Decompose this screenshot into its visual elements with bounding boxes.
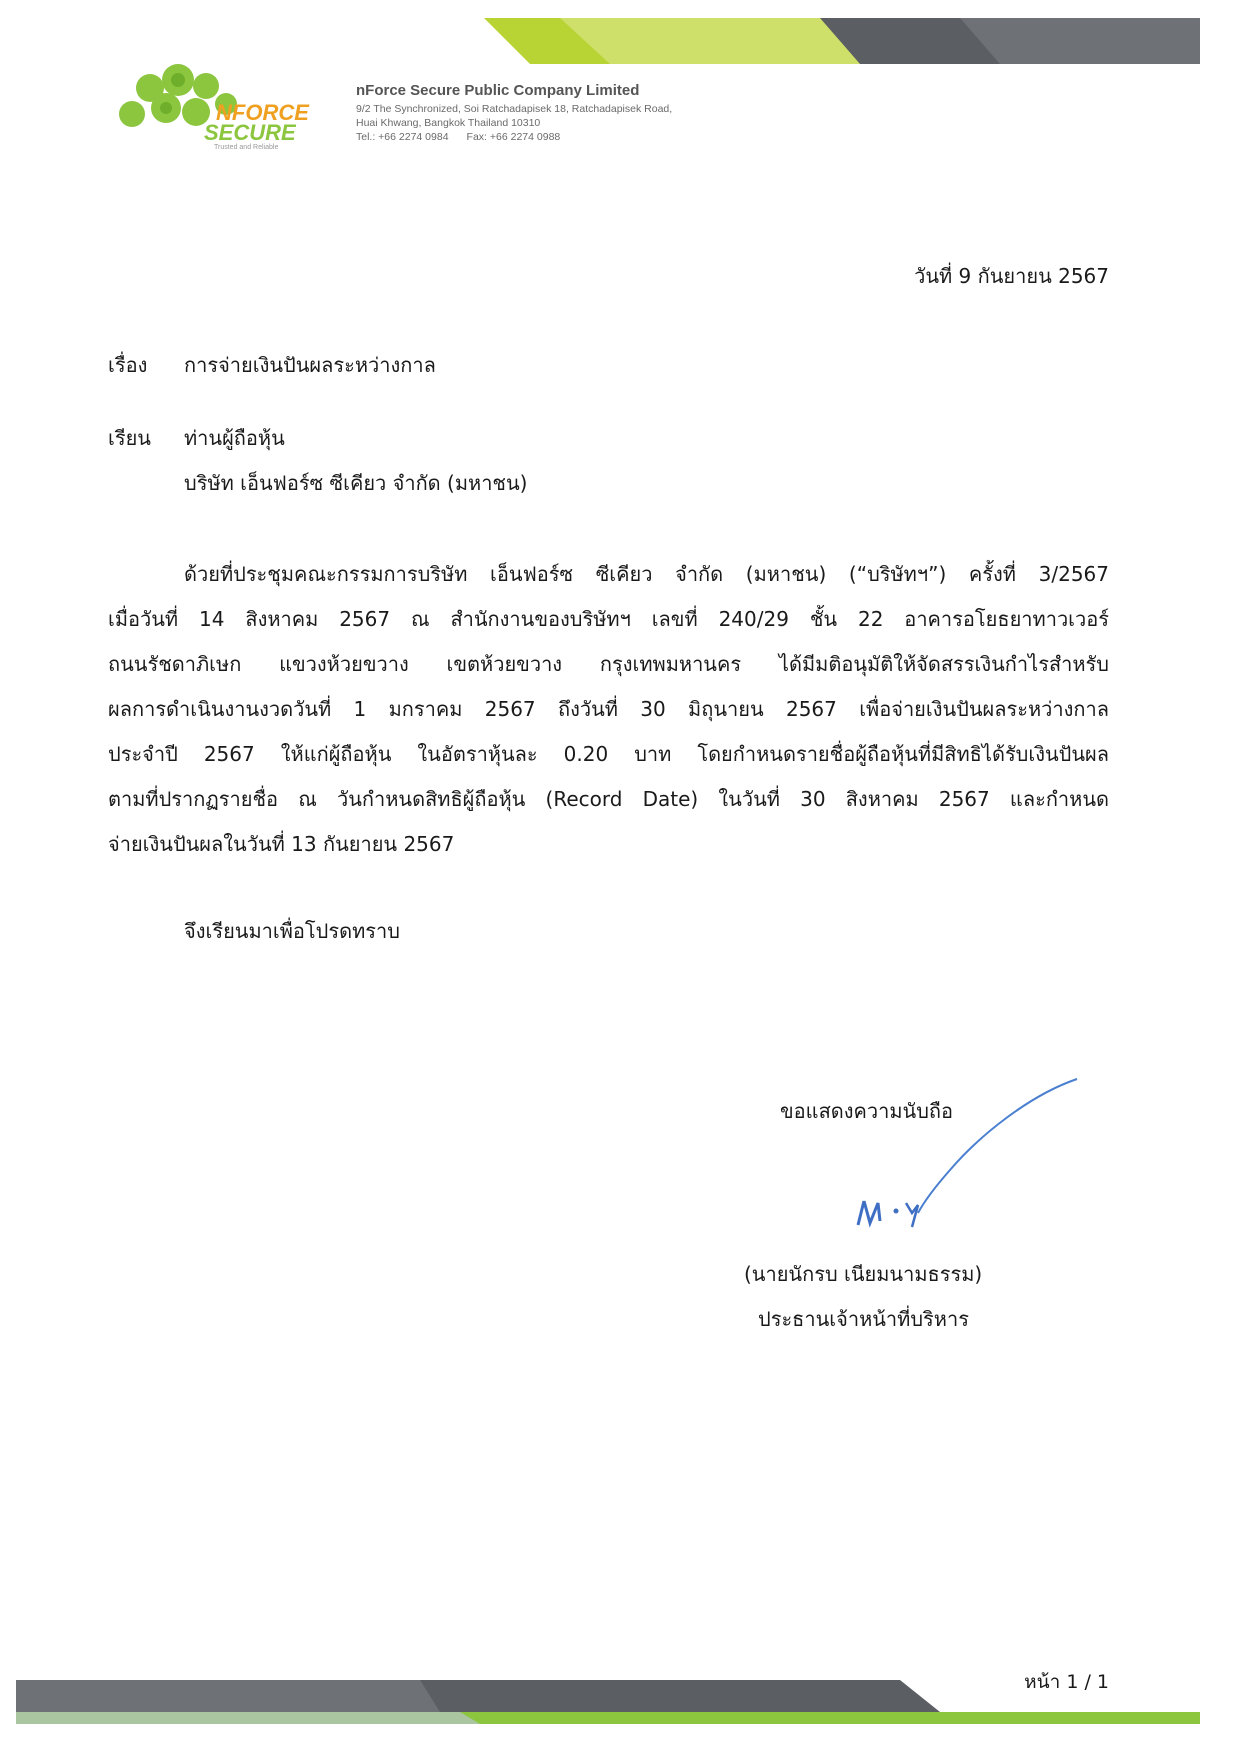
body-line: จ่ายเงินปันผลในวันที่ 13 กันยายน 2567 [108, 832, 455, 856]
handwritten-signature [840, 1075, 1090, 1245]
recipient-line-2: บริษัท เอ็นฟอร์ซ ซีเคียว จำกัด (มหาชน) [184, 471, 528, 495]
company-name: nForce Secure Public Company Limited [356, 82, 640, 99]
subject-label: เรื่อง [108, 353, 148, 377]
company-logo [108, 58, 348, 150]
logo-wordmark-top: NFORCE [216, 100, 309, 125]
body-line: ผลการดำเนินงานงวดวันที่ 1 มกราคม 2567 ถึงวันที่ 30 มิถุนายน 2567 เพื่อจ่ายเงินปันผลระหว่างกาล [108, 697, 1109, 721]
signer-name: (นายนักรบ เนียมนามธรรม) [744, 1262, 983, 1286]
logo-wordmark-bottom: SECURE [204, 120, 296, 145]
body-line: ประจำปี 2567 ให้แก่ผู้ถือหุ้น ในอัตราหุ้นละ 0.20 บาท โดยกำหนดรายชื่อผู้ถือหุ้นที่มีสิทธิได้รับเงินปันผล [108, 742, 1109, 766]
letter-body [108, 552, 1109, 867]
body-line: ตามที่ปรากฏรายชื่อ ณ วันกำหนดสิทธิผู้ถือหุ้น (Record Date) ในวันที่ 30 สิงหาคม 2567 และกำหนด [108, 787, 1109, 811]
subject: การจ่ายเงินปันผลระหว่างกาล [184, 353, 436, 377]
page-number: หน้า 1 / 1 [1024, 1671, 1109, 1693]
footer-decorative-band [0, 1670, 1240, 1730]
company-info [356, 82, 672, 144]
address-line-1: 9/2 The Synchronized, Soi Ratchadapisek 18, Ratchadapisek Road, [356, 103, 673, 115]
signer-title: ประธานเจ้าหน้าที่บริหาร [758, 1307, 969, 1331]
tel: Tel.: +66 2274 0984 [356, 131, 449, 143]
body-line: ถนนรัชดาภิเษก แขวงห้วยขวาง เขตห้วยขวาง กรุงเทพมหานคร ได้มีมติอนุมัติให้จัดสรรเงินกำไรสำหรับ [108, 652, 1109, 676]
fax: Fax: +66 2274 0988 [466, 131, 561, 143]
letter-date: วันที่ 9 กันยายน 2567 [914, 264, 1109, 288]
recipient-line-1: ท่านผู้ถือหุ้น [184, 426, 285, 450]
body-line: ด้วยที่ประชุมคณะกรรมการบริษัท เอ็นฟอร์ซ ซีเคียว จำกัด (มหาชน) (“บริษัทฯ”) ครั้งที่ 3/2567 [184, 562, 1109, 586]
body-line: เมื่อวันที่ 14 สิงหาคม 2567 ณ สำนักงานของบริษัทฯ เลขที่ 240/29 ชั้น 22 อาคารอโยธยาทาวเวอร์ [108, 607, 1109, 631]
to-label: เรียน [108, 426, 151, 450]
address-line-2: Huai Khwang, Bangkok Thailand 10310 [356, 117, 541, 129]
regards-text: ขอแสดงความนับถือ [780, 1099, 954, 1123]
logo-tagline: Trusted and Reliable [214, 144, 279, 150]
contact-line [356, 130, 672, 144]
closing-text: จึงเรียนมาเพื่อโปรดทราบ [184, 919, 400, 943]
